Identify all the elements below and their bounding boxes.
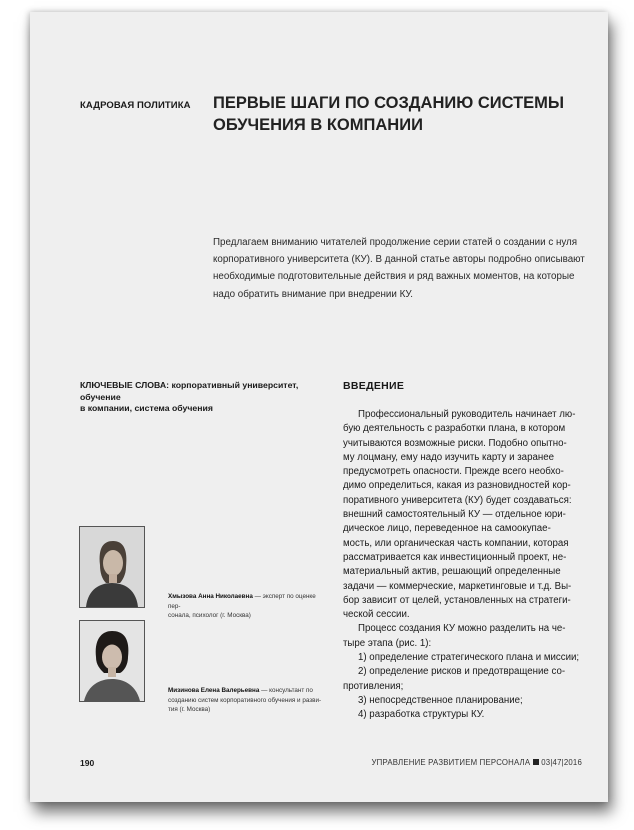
body-line: бор зависит от целей, установленных на стратеги- xyxy=(343,594,571,606)
author-role: — эксперт по оценке пер- xyxy=(168,593,316,610)
journal-footer xyxy=(371,758,582,767)
body-line: предусмотреть опасности. Прежде всего необхо- xyxy=(343,466,564,478)
body-line: бую деятельность с разработки плана, в котором xyxy=(343,423,566,435)
author-caption xyxy=(168,686,323,715)
author-role: тия (г. Москва) xyxy=(168,706,211,713)
list-item: 1) определение стратегического плана и миссии; xyxy=(358,652,580,664)
lead-line: корпоративного университета (КУ). В данной статье авторы подробно описывают xyxy=(213,254,585,266)
title-line-2: ОБУЧЕНИЯ В КОМПАНИИ xyxy=(213,116,423,134)
author-photo xyxy=(79,526,145,608)
author-role: созданию систем корпоративного обучения и разви- xyxy=(168,696,322,704)
body-line: димо определиться, какая из разновидностей кор- xyxy=(343,480,571,492)
keywords-text: корпоративный университет, обучение xyxy=(80,380,299,402)
keywords-text: в компании, система обучения xyxy=(80,403,213,413)
body-line: му лоцману, ему надо изучить карту и заранее xyxy=(343,451,554,463)
author-portrait-icon xyxy=(80,621,144,701)
list-item: 4) разработка структуры КУ. xyxy=(358,709,485,721)
body-line: тыре этапа (рис. 1): xyxy=(343,637,432,649)
keywords-block xyxy=(80,380,320,415)
author-role: сонала, психолог (г. Москва) xyxy=(168,612,251,619)
author-role: — консультант по xyxy=(259,687,313,694)
author-caption xyxy=(168,592,323,621)
body-line: внешний самостоятельный КУ — отдельное юри- xyxy=(343,509,566,521)
author-photo xyxy=(79,620,145,702)
section-label: КАДРОВАЯ ПОЛИТИКА xyxy=(80,100,191,111)
body-line: материальный актив, решающий определенные xyxy=(343,566,561,578)
keywords-label: КЛЮЧЕВЫЕ СЛОВА: xyxy=(80,380,170,390)
journal-name: УПРАВЛЕНИЕ РАЗВИТИЕМ ПЕРСОНАЛА xyxy=(371,758,531,767)
list-item: 2) определение рисков и предотвращение со- xyxy=(358,666,566,678)
lead-line: необходимые подготовительные действия и ряд важных моментов, на которые xyxy=(213,271,575,283)
body-line: Профессиональный руководитель начинает лю- xyxy=(358,409,576,420)
magazine-page xyxy=(30,12,608,802)
body-line: задачи — коммерческие, маркетинговые и т.д. Вы- xyxy=(343,580,572,592)
body-line: Процесс создания КУ можно разделить на че- xyxy=(358,623,566,635)
body-line: поративного университета (КУ) будет создаваться: xyxy=(343,494,572,506)
list-item: противления; xyxy=(343,680,404,692)
body-line: учитываются возможные риски. Подобно опытно- xyxy=(343,437,567,449)
article-lead xyxy=(213,234,613,303)
list-item: 3) непосредственное планирование; xyxy=(358,694,523,706)
page-number: 190 xyxy=(80,758,95,768)
intro-heading: ВВЕДЕНИЕ xyxy=(343,380,405,392)
body-line: ческой сессии. xyxy=(343,609,410,621)
author-portrait-icon xyxy=(80,527,144,607)
lead-line: Предлагаем вниманию читателей продолжение серии статей о создании с нуля xyxy=(213,237,578,248)
square-icon xyxy=(533,759,539,765)
body-line: рассматривается как инвестиционный проект, не- xyxy=(343,551,567,563)
body-line: дическое лицо, переведенное на самоокупае- xyxy=(343,523,551,535)
lead-line: надо обратить внимание при внедрении КУ. xyxy=(213,288,414,300)
intro-body xyxy=(343,408,590,723)
article-title xyxy=(213,92,593,136)
body-line: мость, или органическая часть компании, которая xyxy=(343,537,569,549)
title-line-1: ПЕРВЫЕ ШАГИ ПО СОЗДАНИЮ СИСТЕМЫ xyxy=(213,94,565,112)
author-name: Хмызова Анна Николаевна xyxy=(168,593,253,600)
author-name: Мизинова Елена Валерьевна xyxy=(168,687,260,694)
journal-issue: 03|47|2016 xyxy=(541,758,582,767)
